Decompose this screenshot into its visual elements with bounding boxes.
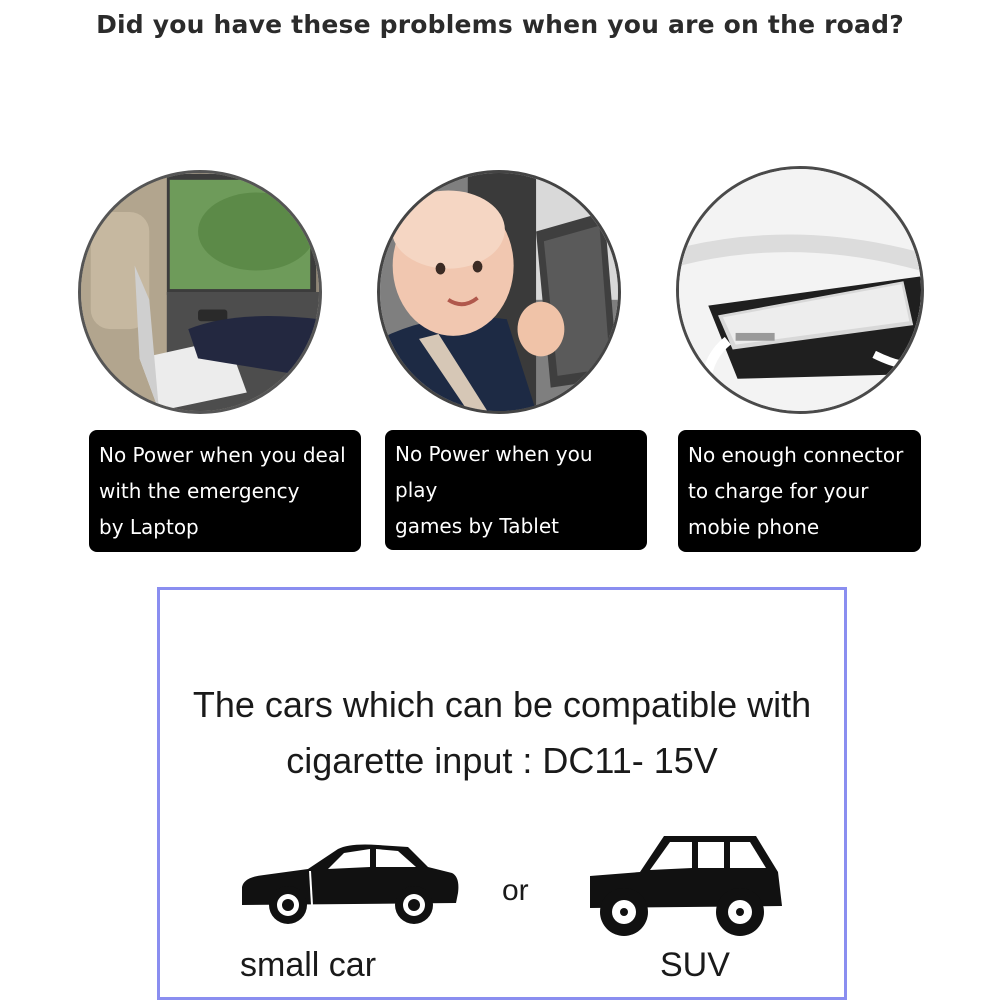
- phone-problem-caption: [678, 430, 921, 552]
- laptop-problem-caption: [89, 430, 361, 552]
- sedan-icon: [238, 843, 462, 929]
- compatibility-panel: [157, 587, 847, 1000]
- compatibility-title: The cars which can be compatible with cigarette input : DC11- 15V: [192, 684, 812, 781]
- laptop-in-car-photo: [78, 170, 322, 414]
- caption-text: No enough connector to charge for your mobie phone: [688, 443, 904, 539]
- tablet-problem-caption: [385, 430, 647, 550]
- suv-label: SUV: [660, 946, 730, 984]
- caption-text: No Power when you play games by Tablet: [395, 442, 593, 538]
- headline: Did you have these problems when you are on the road?: [96, 10, 904, 39]
- caption-text: No Power when you deal with the emergency by Laptop: [99, 443, 346, 539]
- charging-phone-photo: [676, 166, 924, 414]
- small-car-label: small car: [240, 946, 377, 984]
- child-with-tablet-photo: [377, 170, 621, 414]
- suv-icon: [584, 832, 784, 942]
- or-text: or: [502, 874, 529, 907]
